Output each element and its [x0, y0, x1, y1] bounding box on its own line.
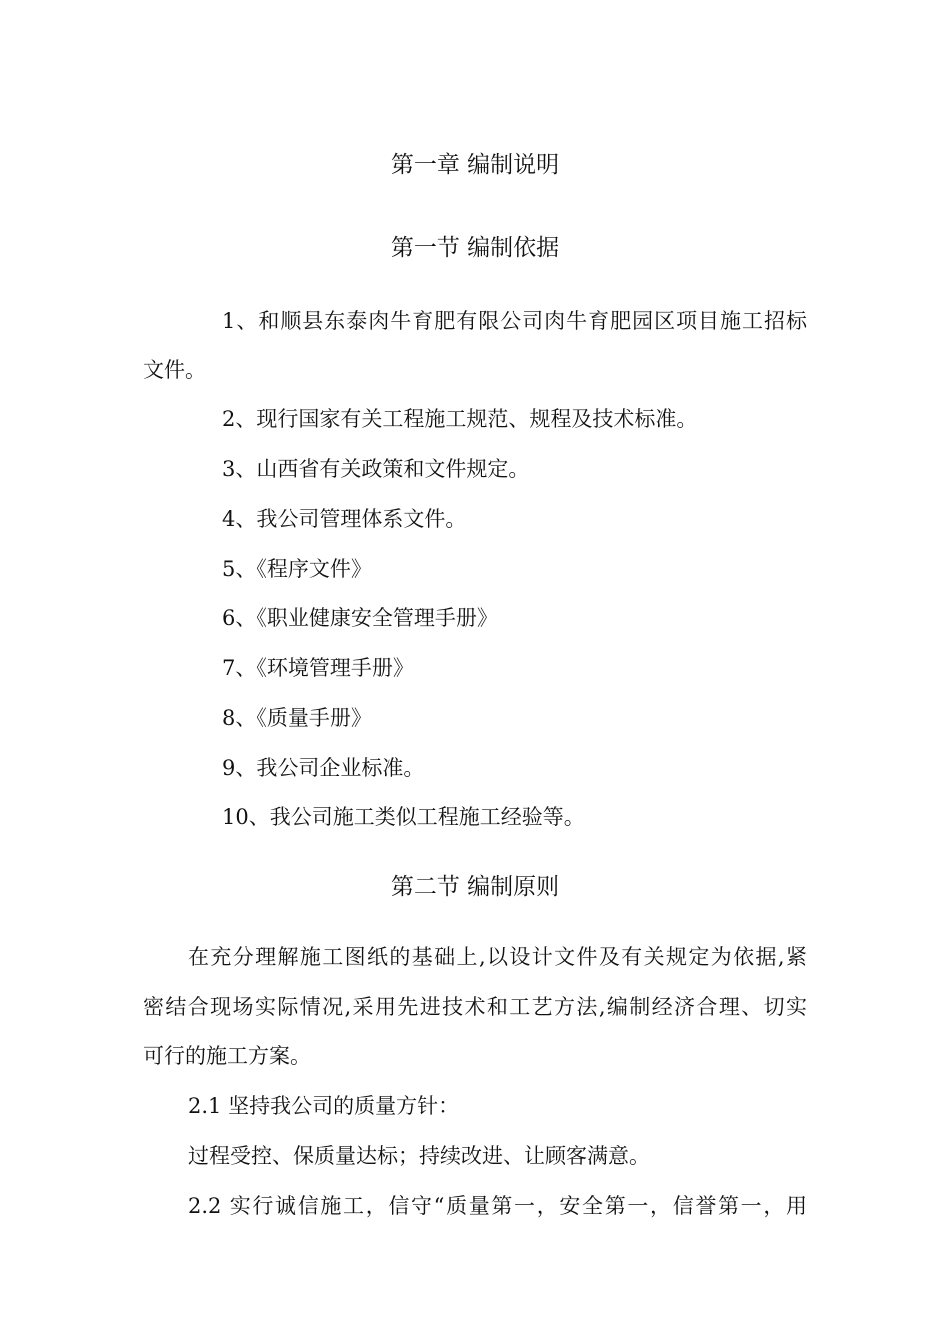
list-item: 3、山西省有关政策和文件规定。 [222, 457, 530, 481]
list-item: 6、《职业健康安全管理手册》 [222, 606, 498, 630]
section1-title: 第一节 编制依据 [390, 235, 560, 261]
list-item: 2、现行国家有关工程施工规范、规程及技术标准。 [222, 407, 698, 431]
chapter-title: 第一章 编制说明 [390, 152, 560, 178]
list-item: 10、我公司施工类似工程施工经验等。 [222, 805, 585, 829]
item1-line2: 文件。 [143, 358, 206, 382]
list-item: 5、《程序文件》 [222, 557, 372, 581]
item-2-1: 2.1 坚持我公司的质量方针： [188, 1094, 460, 1118]
para-line3: 可行的施工方案。 [143, 1044, 311, 1068]
para-line2: 密结合现场实际情况,采用先进技术和工艺方法,编制经济合理、切实 [143, 995, 807, 1019]
para-line1: 在充分理解施工图纸的基础上,以设计文件及有关规定为依据,紧 [188, 945, 807, 969]
item1-line1: 1、和顺县东泰肉牛育肥有限公司肉牛育肥园区项目施工招标 [222, 309, 807, 333]
item-2-2: 2.2 实行诚信施工，信守“质量第一，安全第一，信誉第一，用 [188, 1194, 807, 1218]
quality-policy: 过程受控、保质量达标；持续改进、让顾客满意。 [188, 1144, 650, 1168]
list-item: 7、《环境管理手册》 [222, 656, 414, 680]
list-item: 8、《质量手册》 [222, 706, 372, 730]
list-item: 9、我公司企业标准。 [222, 756, 425, 780]
section2-title: 第二节 编制原则 [390, 874, 560, 900]
list-item: 4、我公司管理体系文件。 [222, 507, 467, 531]
